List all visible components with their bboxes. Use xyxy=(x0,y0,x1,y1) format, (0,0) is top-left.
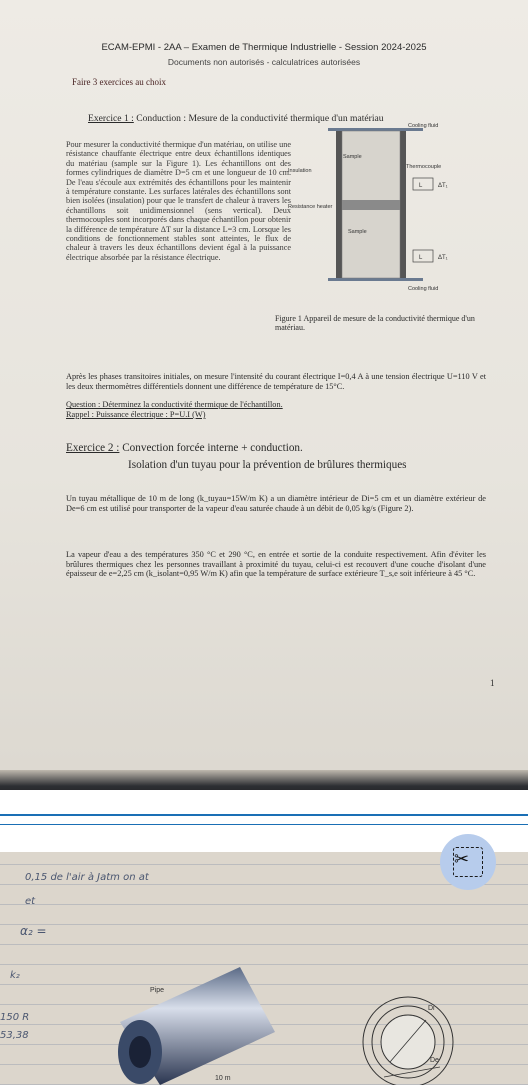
divider-line xyxy=(0,814,528,816)
figure-1 xyxy=(288,118,468,298)
svg-text:Di: Di xyxy=(428,1005,435,1012)
svg-text:Cooling fluid: Cooling fluid xyxy=(408,123,439,129)
svg-text:Pipe: Pipe xyxy=(150,987,165,994)
page-number: 1 xyxy=(490,678,495,688)
figure-2-pipe xyxy=(0,852,520,1085)
scissors-icon: ✂ xyxy=(454,849,470,870)
exam-subheader: Documents non autorisés - calculatrices autorisées xyxy=(167,57,361,67)
exercise-2-subtitle: Isolation d'un tuyau pour la prévention de brûlures thermiques xyxy=(128,459,407,471)
svg-text:ΔT₁: ΔT₁ xyxy=(438,255,448,261)
exercise-1-rappel: Rappel : Puissance électrique : P=U.I (W) xyxy=(66,410,206,419)
exercise-1-question: Question : Déterminez la conductivité thermique de l'échantillon. xyxy=(66,400,283,409)
svg-text:Cooling fluid: Cooling fluid xyxy=(408,286,439,292)
exercise-2-paragraph-2: La vapeur d'eau a des températures 350 °C et 290 °C, en entrée et sortie de la conduite respectivement. Afin d'éviter les brûlures thermiques chez les personnes travaillant à proximité du tuyau, celui-ci est recouvert d'une couche d'isolant d'une épaisseur de e=2,25 cm (k_isolant=0,95 W/m K) afin que la température de surface extérieure T_s,e soit inférieure à 45 °C. xyxy=(66,550,486,579)
svg-text:Thermocouple: Thermocouple xyxy=(406,164,442,170)
svg-text:De: De xyxy=(430,1057,439,1064)
svg-text:Resistance heater: Resistance heater xyxy=(288,204,333,210)
svg-text:L: L xyxy=(419,255,423,261)
svg-text:Sample: Sample xyxy=(348,229,367,235)
screenshot-tool-button[interactable] xyxy=(440,834,496,890)
svg-text:Insulation: Insulation xyxy=(288,168,312,174)
divider-line xyxy=(0,824,528,825)
handwritten-notes: 0,15 de l'air à Jatm on at et α₂ = k₂ 150 R 53,38 Pipe 10 m Di De xyxy=(0,852,528,1085)
svg-text:L: L xyxy=(419,183,423,189)
svg-text:Sample: Sample xyxy=(343,154,362,160)
exercise-1-title: Exercice 1 : Conduction : Mesure de la conductivité thermique d'un matériau xyxy=(88,113,384,124)
exam-header: ECAM-EPMI - 2AA – Examen de Thermique Industrielle - Session 2024-2025 xyxy=(101,42,427,53)
svg-text:ΔT₁: ΔT₁ xyxy=(438,183,448,189)
exercise-1-measurements: Après les phases transitoires initiales, on mesure l'intensité du courant électrique I=0,4 A à une tension électrique U=110 V et les deux thermomètres différentiels donnent une différence de température de 15°C. xyxy=(66,372,486,391)
figure-1-caption: Figure 1 Appareil de mesure de la conductivité thermique d'un matériau. xyxy=(275,314,475,332)
exercise-2-title: Exercice 2 : Convection forcée interne + conduction. xyxy=(66,442,303,454)
svg-text:10 m: 10 m xyxy=(215,1075,231,1082)
exercise-2-paragraph-1: Un tuyau métallique de 10 m de long (k_tuyau=15W/m K) a un diamètre intérieur de Di=5 cm et un diamètre extérieur de De=6 cm est utilisé pour transporter de la vapeur d'eau saturée chaude à un débit de 0,05 kg/s (Figure 2). xyxy=(66,494,486,513)
exercise-1-text: Pour mesurer la conductivité thermique d'un matériau, on utilise une résistance chauffante électrique entre deux échantillons identiques du matériau (sample sur la Figure 1). Les échantillons ont des formes cylindriques de diamètre D=5 cm et une longueur de 10 cm. De l'eau s'écoule aux extrémités des échantillons pour les maintenir à température constante. Les surfaces latérales des échantillons sont bien isolées (insulation) pour que le transfert de chaleur à travers les échantillons soit unidimensionnel (sens vertical). Deux thermocouples sont incorporés dans chaque échantillon pour obtenir la différence de température ΔT sur la distance L=3 cm. Lorsque les conditions de fonctionnement stables sont atteintes, le flux de chaleur à travers les deux échantillons devient égal à la puissance électrique absorbée par la résistance électrique. xyxy=(66,140,291,262)
instruction: Faire 3 exercices au choix xyxy=(72,77,166,87)
